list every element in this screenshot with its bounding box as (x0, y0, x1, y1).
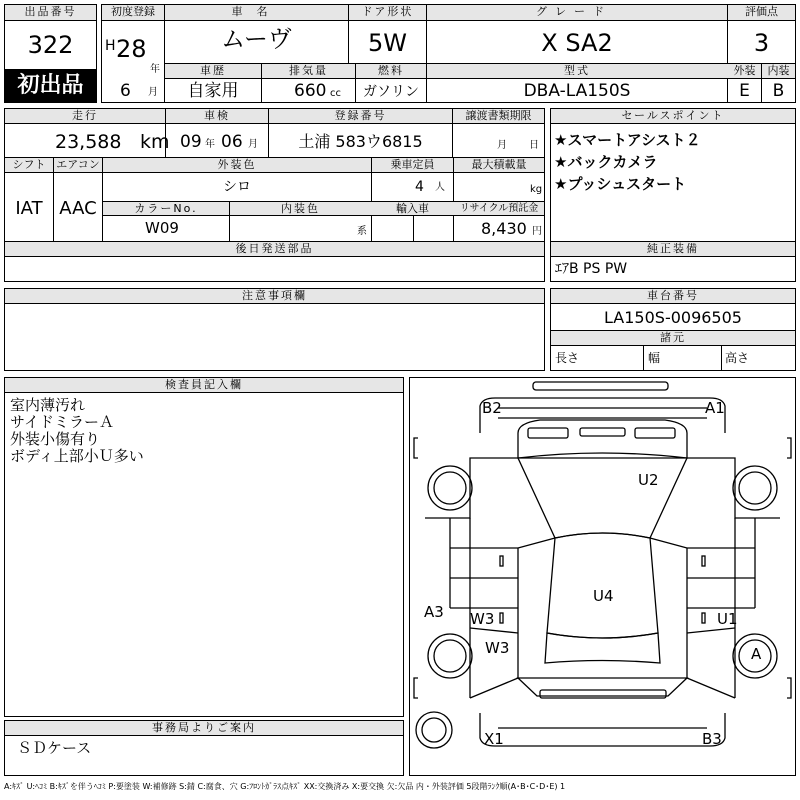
dims-height: 高さ (725, 351, 750, 365)
model-value: DBA-LA150S (523, 81, 631, 101)
score-header: 評価点 (728, 5, 795, 21)
capacity-header: 乗車定員 (372, 158, 453, 173)
transfer-header: 譲渡書類期限 (453, 109, 544, 124)
car-name: ムーヴ (221, 25, 292, 53)
grade-value: X SA2 (541, 29, 613, 57)
mark-b2: B2 (482, 399, 502, 417)
chassis-box (550, 288, 796, 371)
score-value: 3 (753, 29, 770, 57)
shift-value: IAT (15, 198, 43, 219)
inspection-header: 車検 (166, 109, 268, 124)
mark-a3: A3 (424, 603, 444, 621)
displacement-unit: cc (330, 88, 341, 99)
max-load-unit: kg (530, 184, 543, 195)
ext-score-header: 外装 (728, 64, 761, 79)
mark-a1: A1 (705, 399, 725, 417)
notes-box (4, 288, 545, 371)
sales-box (550, 108, 796, 242)
mark-x1: X1 (484, 730, 504, 748)
first-reg-era: H (105, 38, 116, 54)
mileage-value: 23,588 (55, 131, 122, 153)
mark-a-wheel: A (751, 645, 762, 663)
mileage-header: 走行 (5, 109, 165, 124)
mileage-unit: km (140, 131, 170, 153)
recycle-header: リサイクル預託金 (454, 202, 544, 216)
later-parts-header: 後日発送部品 (5, 242, 544, 257)
int-color-unit: 系 (357, 226, 367, 237)
grade-header: グレード (427, 5, 721, 21)
lot-number: 322 (27, 31, 74, 59)
ext-color-header: 外装色 (103, 158, 371, 173)
shift-header: シフト (5, 158, 53, 173)
inspection-month-unit: 月 (248, 139, 258, 150)
chassis-value: LA150S-0096505 (604, 308, 742, 327)
lot-header: 出品番号 (5, 5, 96, 21)
first-reg-year-unit: 年 (150, 64, 160, 75)
max-load-header: 最大積載量 (454, 158, 544, 173)
recycle-unit: 円 (532, 226, 542, 237)
displacement-header: 排気量 (262, 64, 355, 79)
fuel-value: ガソリン (363, 84, 419, 100)
first-reg-month: 6 (120, 81, 131, 101)
history-header: 車歴 (165, 64, 261, 79)
transfer-month-unit: 月 (497, 140, 507, 151)
equipment-header: 純正装備 (551, 242, 795, 257)
inspection-year-unit: 年 (205, 139, 215, 150)
mark-b3: B3 (702, 730, 722, 748)
first-reg-month-unit: 月 (148, 87, 158, 98)
color-no-value: W09 (145, 219, 179, 237)
ext-score-value: E (739, 81, 750, 101)
ext-color-value: シロ (223, 179, 251, 195)
mark-w3-door: W3 (470, 610, 495, 628)
notes-header: 注意事項欄 (5, 289, 544, 304)
car-diagram (410, 378, 795, 775)
first-listing-badge (5, 69, 96, 103)
sales-header: セールスポイント (551, 109, 795, 124)
equipment-value: ｴｱB PS PW (555, 261, 628, 277)
plate-header: 登録番号 (269, 109, 452, 124)
transfer-day-unit: 日 (529, 140, 539, 151)
inspector-line-3: 外装小傷有り (10, 430, 101, 448)
later-parts-box (4, 242, 545, 282)
aircon-header: エアコン (54, 158, 102, 173)
inspector-line-1: 室内薄汚れ (10, 396, 86, 414)
damage-diagram-box (409, 377, 796, 776)
first-reg-year: 28 (116, 35, 147, 63)
chassis-header: 車台番号 (551, 289, 795, 304)
mark-w3-rear: W3 (485, 639, 510, 657)
int-score-value: B (772, 81, 785, 101)
inspector-box (4, 377, 404, 717)
capacity-value: 4 (415, 179, 424, 195)
color-no-header: カラーNo. (103, 202, 229, 216)
mark-u2: U2 (638, 471, 659, 489)
plate-value: 土浦 583ウ6815 (298, 132, 423, 151)
office-value: ＳＤケース (17, 739, 92, 757)
fuel-header: 燃料 (356, 64, 426, 79)
inspector-header: 検査員記入欄 (5, 378, 403, 393)
office-header: 事務局よりご案内 (5, 721, 403, 736)
door-header: ドア形状 (349, 5, 426, 21)
inspector-line-4: ボディ上部小Ｕ多い (10, 447, 144, 465)
displacement-value: 660 (294, 81, 327, 101)
dims-width: 幅 (648, 351, 661, 365)
recycle-value: 8,430 (481, 219, 527, 238)
door-type: 5W (368, 29, 407, 57)
car-name-header: 車名 (165, 5, 348, 21)
legend-text: A:ｷｽﾞ U:ﾍｺﾐ B:ｷｽﾞを伴うﾍｺﾐ P:要塗装 W:補修跡 S:錆 C:腐食、穴 G:ﾌﾛﾝﾄｶﾞﾗｽ点ｷｽﾞ XX:交換済み X:要交換 欠:欠品 内・外装評価 5段階ﾗﾝｸ順(A･B･C･D･E) 1 (4, 782, 566, 791)
sales-point-2: ★バックカメラ (554, 153, 658, 171)
inspector-line-2: サイドミラーＡ (10, 413, 114, 431)
lot-box (4, 4, 97, 103)
model-header: 型式 (427, 64, 727, 79)
capacity-unit: 人 (435, 182, 445, 193)
equipment-box (550, 242, 796, 282)
sales-point-1: ★スマートアシスト２ (554, 131, 701, 149)
sales-point-3: ★プッシュスタート (554, 175, 687, 193)
inspection-year: 09 (180, 132, 202, 152)
import-header: 輸入車 (372, 202, 453, 216)
int-score-header: 内装 (762, 64, 795, 79)
vehicle-info-table (4, 108, 545, 242)
office-box (4, 720, 404, 776)
history-value: 自家用 (187, 81, 239, 101)
dims-header: 諸元 (551, 331, 795, 346)
mark-u4: U4 (593, 587, 614, 605)
first-listing-label: 初出品 (17, 73, 84, 98)
inspection-month: 06 (221, 132, 243, 152)
header-table (101, 4, 796, 103)
dims-length: 長さ (555, 351, 580, 365)
int-color-header: 内装色 (230, 202, 371, 216)
first-reg-header: 初度登録 (102, 5, 164, 21)
mark-u1: U1 (717, 610, 738, 628)
aircon-value: AAC (59, 198, 97, 219)
